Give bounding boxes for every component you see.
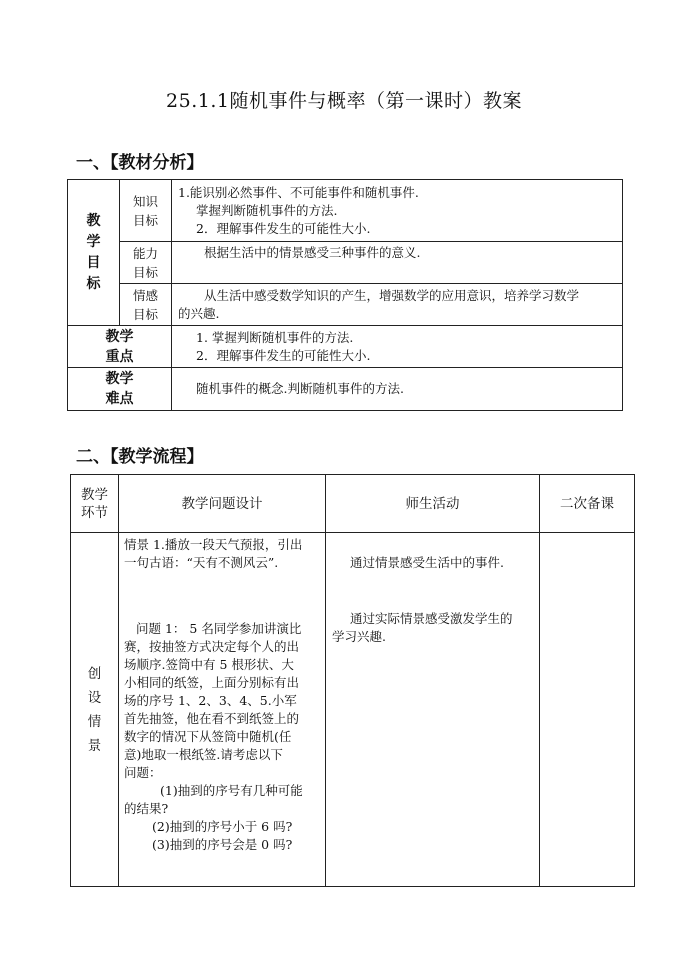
emotion-goal-label: 情感 目标 (120, 284, 172, 326)
emotion-goal-content: 从生活中感受数学知识的产生，增强数学的应用意识，培养学习数学 的兴趣. (172, 284, 623, 326)
goals-label: 教 学 目 标 (68, 180, 120, 326)
section-heading-analysis: 一、【教材分析】 (76, 153, 204, 173)
knowledge-goal-label: 知识 目标 (120, 180, 172, 242)
col-stage-header: 教学 环节 (71, 475, 119, 533)
design-cell: 情景 1.播放一段天气预报，引出 一句古语：“天有不测风云”. 问题 1： 5 名同学参加讲演比 赛，按抽签方式决定每个人的出 场顺序.签筒中有 5 根形状、大 小相同的纸签，上面分别标有出 场的序号 1、2、3、4、5.小军 首先抽签，他在看不到纸签上的 数字的情况下从签筒中随机(任 意)地取一根纸签.请考虑以下 问题： (1)抽到的序号有几种可能 的结果? (2)抽到的序号小于 6 吗? (3)抽到的序号会是 0 吗? (119, 533, 326, 887)
flow-table (70, 474, 635, 887)
col-design-header: 教学问题设计 (119, 475, 326, 533)
knowledge-goal-content: 1.能识别必然事件、不可能事件和随机事件. 掌握判断随机事件的方法. 2．理解事件发生的可能性大小. (172, 180, 623, 242)
ability-goal-content: 根据生活中的情景感受三种事件的意义. (172, 242, 623, 284)
notes-cell (540, 533, 635, 887)
col-notes-header: 二次备课 (540, 475, 635, 533)
section-heading-flow: 二、【教学流程】 (76, 447, 204, 467)
difficulties-label: 教学 难点 (68, 368, 172, 411)
page-title: 25.1.1随机事件与概率（第一课时）教案 (166, 90, 522, 112)
stage-cell: 创 设 情 景 (71, 533, 119, 887)
ability-goal-label: 能力 目标 (120, 242, 172, 284)
key-points-label: 教学 重点 (68, 326, 172, 368)
difficulties-content: 随机事件的概念.判断随机事件的方法. (172, 368, 623, 411)
analysis-table (67, 179, 623, 411)
activity-cell: 通过情景感受生活中的事件. 通过实际情景感受激发学生的 学习兴趣. (326, 533, 540, 887)
key-points-content: 1. 掌握判断随机事件的方法. 2．理解事件发生的可能性大小. (172, 326, 623, 368)
col-activity-header: 师生活动 (326, 475, 540, 533)
